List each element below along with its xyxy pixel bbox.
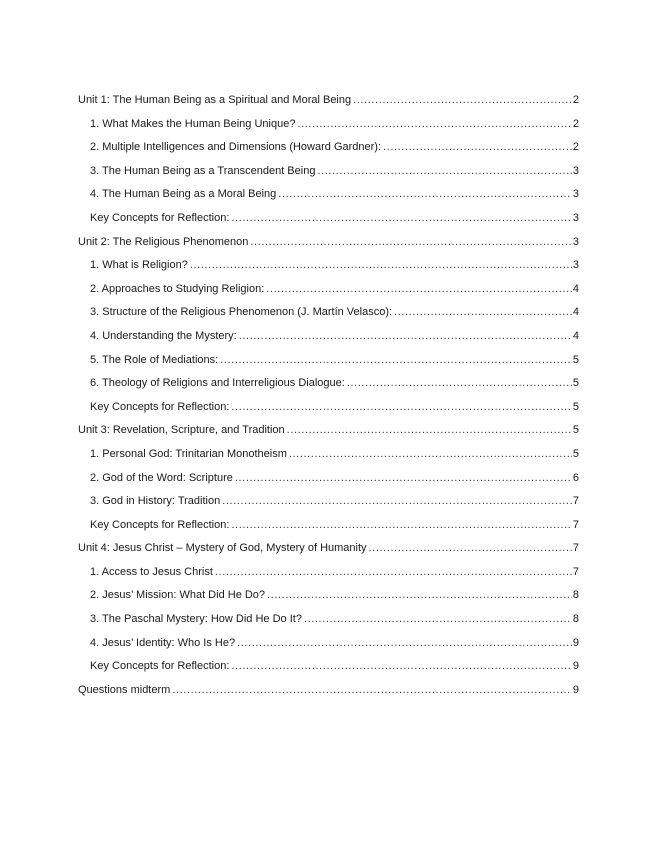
toc-entry-title: Unit 3: Revelation, Scripture, and Tradition xyxy=(78,424,285,437)
toc-entry-title: Key Concepts for Reflection: xyxy=(90,211,230,224)
toc-entry-title: 3. God in History: Tradition xyxy=(90,495,221,508)
toc-entry-title: Unit 1: The Human Being as a Spiritual and Moral Being xyxy=(78,94,352,106)
toc-entry-title: Questions midterm xyxy=(78,683,171,696)
toc-section-entry[interactable] xyxy=(78,136,579,160)
toc-entry-title: 6. Theology of Religions and Interreligious Dialogue: xyxy=(90,377,345,390)
toc-page-number: 2 xyxy=(572,117,579,130)
table-of-contents xyxy=(78,89,579,702)
toc-page-number: 3 xyxy=(572,211,579,224)
toc-page-number: 4 xyxy=(572,329,579,342)
toc-dot-leader xyxy=(353,89,572,113)
toc-section-entry[interactable] xyxy=(78,490,579,514)
toc-entry-title: Unit 4: Jesus Christ – Mystery of God, Mystery of Humanity xyxy=(78,542,367,555)
toc-unit-entry[interactable] xyxy=(78,537,579,561)
toc-section-entry[interactable] xyxy=(78,113,579,137)
toc-section-entry[interactable] xyxy=(78,372,579,396)
toc-section-entry[interactable] xyxy=(78,561,579,585)
toc-entry-title: 1. Personal God: Trinitarian Monotheism xyxy=(90,447,287,460)
toc-page-number: 5 xyxy=(572,400,579,413)
toc-unit-entry[interactable] xyxy=(78,679,579,703)
toc-dot-leader xyxy=(215,561,572,585)
toc-dot-leader xyxy=(231,514,571,538)
toc-dot-leader xyxy=(222,490,572,514)
toc-dot-leader xyxy=(297,113,571,137)
toc-dot-leader xyxy=(287,419,572,443)
toc-dot-leader xyxy=(383,136,572,160)
toc-page-number: 4 xyxy=(572,282,579,295)
toc-section-entry[interactable] xyxy=(78,584,579,608)
toc-dot-leader xyxy=(317,160,571,184)
toc-page-number: 2 xyxy=(572,141,579,154)
toc-page-number: 9 xyxy=(572,683,579,696)
toc-page-number: 8 xyxy=(572,613,579,626)
toc-dot-leader xyxy=(235,467,572,491)
toc-entry-title: 4. The Human Being as a Moral Being xyxy=(90,188,277,201)
toc-page-number: 5 xyxy=(572,424,579,437)
toc-dot-leader xyxy=(231,207,571,231)
toc-dot-leader xyxy=(231,396,571,420)
toc-entry-title: Unit 2: The Religious Phenomenon xyxy=(78,235,249,248)
toc-unit-entry[interactable] xyxy=(78,419,579,443)
toc-entry-title: Key Concepts for Reflection: xyxy=(90,400,230,413)
toc-section-entry[interactable] xyxy=(78,443,579,467)
toc-dot-leader xyxy=(239,325,572,349)
toc-dot-leader xyxy=(250,231,571,255)
toc-page-number: 2 xyxy=(572,94,579,106)
toc-page-number: 5 xyxy=(572,377,579,390)
toc-entry-title: Key Concepts for Reflection: xyxy=(90,660,230,673)
toc-dot-leader xyxy=(267,584,572,608)
toc-section-entry[interactable] xyxy=(78,183,579,207)
toc-dot-leader xyxy=(231,655,571,679)
toc-dot-leader xyxy=(394,301,572,325)
toc-page-number: 6 xyxy=(572,471,579,484)
toc-dot-leader xyxy=(266,278,572,302)
toc-page-number: 5 xyxy=(572,353,579,366)
toc-dot-leader xyxy=(190,254,572,278)
toc-entry-title: Key Concepts for Reflection: xyxy=(90,518,230,531)
toc-dot-leader xyxy=(172,679,572,703)
toc-entry-title: 4. Understanding the Mystery: xyxy=(90,329,237,342)
toc-section-entry[interactable] xyxy=(78,160,579,184)
toc-entry-title: 3. The Human Being as a Transcendent Being xyxy=(90,164,316,177)
toc-page-number: 3 xyxy=(572,164,579,177)
toc-page-number: 3 xyxy=(572,235,579,248)
toc-page-number: 8 xyxy=(572,589,579,602)
toc-page-number: 3 xyxy=(572,188,579,201)
toc-section-entry[interactable] xyxy=(78,301,579,325)
toc-entry-title: 3. The Paschal Mystery: How Did He Do It? xyxy=(90,613,302,626)
toc-dot-leader xyxy=(237,632,572,656)
toc-entry-title: 3. Structure of the Religious Phenomenon (J. Martín Velasco): xyxy=(90,306,393,319)
toc-entry-title: 2. Approaches to Studying Religion: xyxy=(90,282,265,295)
toc-page-number: 9 xyxy=(572,636,579,649)
toc-section-entry[interactable] xyxy=(78,655,579,679)
toc-unit-entry[interactable] xyxy=(78,89,579,113)
toc-dot-leader xyxy=(304,608,572,632)
toc-section-entry[interactable] xyxy=(78,349,579,373)
toc-page-number: 7 xyxy=(572,565,579,578)
toc-section-entry[interactable] xyxy=(78,396,579,420)
toc-section-entry[interactable] xyxy=(78,514,579,538)
toc-dot-leader xyxy=(369,537,572,561)
toc-section-entry[interactable] xyxy=(78,608,579,632)
toc-entry-title: 5. The Role of Mediations: xyxy=(90,353,219,366)
toc-section-entry[interactable] xyxy=(78,254,579,278)
toc-unit-entry[interactable] xyxy=(78,231,579,255)
toc-section-entry[interactable] xyxy=(78,278,579,302)
toc-entry-title: 1. What is Religion? xyxy=(90,259,188,272)
toc-page-number: 7 xyxy=(572,518,579,531)
toc-entry-title: 2. Multiple Intelligences and Dimensions (Howard Gardner): xyxy=(90,141,382,154)
toc-dot-leader xyxy=(220,349,572,373)
toc-dot-leader xyxy=(347,372,572,396)
toc-page-number: 3 xyxy=(572,259,579,272)
toc-entry-title: 2. Jesus’ Mission: What Did He Do? xyxy=(90,589,266,602)
toc-dot-leader xyxy=(289,443,572,467)
toc-section-entry[interactable] xyxy=(78,325,579,349)
toc-page-number: 5 xyxy=(572,447,579,460)
toc-page-number: 7 xyxy=(572,495,579,508)
toc-section-entry[interactable] xyxy=(78,207,579,231)
toc-section-entry[interactable] xyxy=(78,632,579,656)
toc-entry-title: 1. What Makes the Human Being Unique? xyxy=(90,117,296,130)
toc-entry-title: 2. God of the Word: Scripture xyxy=(90,471,233,484)
toc-page-number: 9 xyxy=(572,660,579,673)
toc-section-entry[interactable] xyxy=(78,467,579,491)
toc-page-number: 4 xyxy=(572,306,579,319)
toc-entry-title: 1. Access to Jesus Christ xyxy=(90,565,213,578)
toc-dot-leader xyxy=(278,183,572,207)
toc-page-number: 7 xyxy=(572,542,579,555)
toc-entry-title: 4. Jesus’ Identity: Who Is He? xyxy=(90,636,236,649)
